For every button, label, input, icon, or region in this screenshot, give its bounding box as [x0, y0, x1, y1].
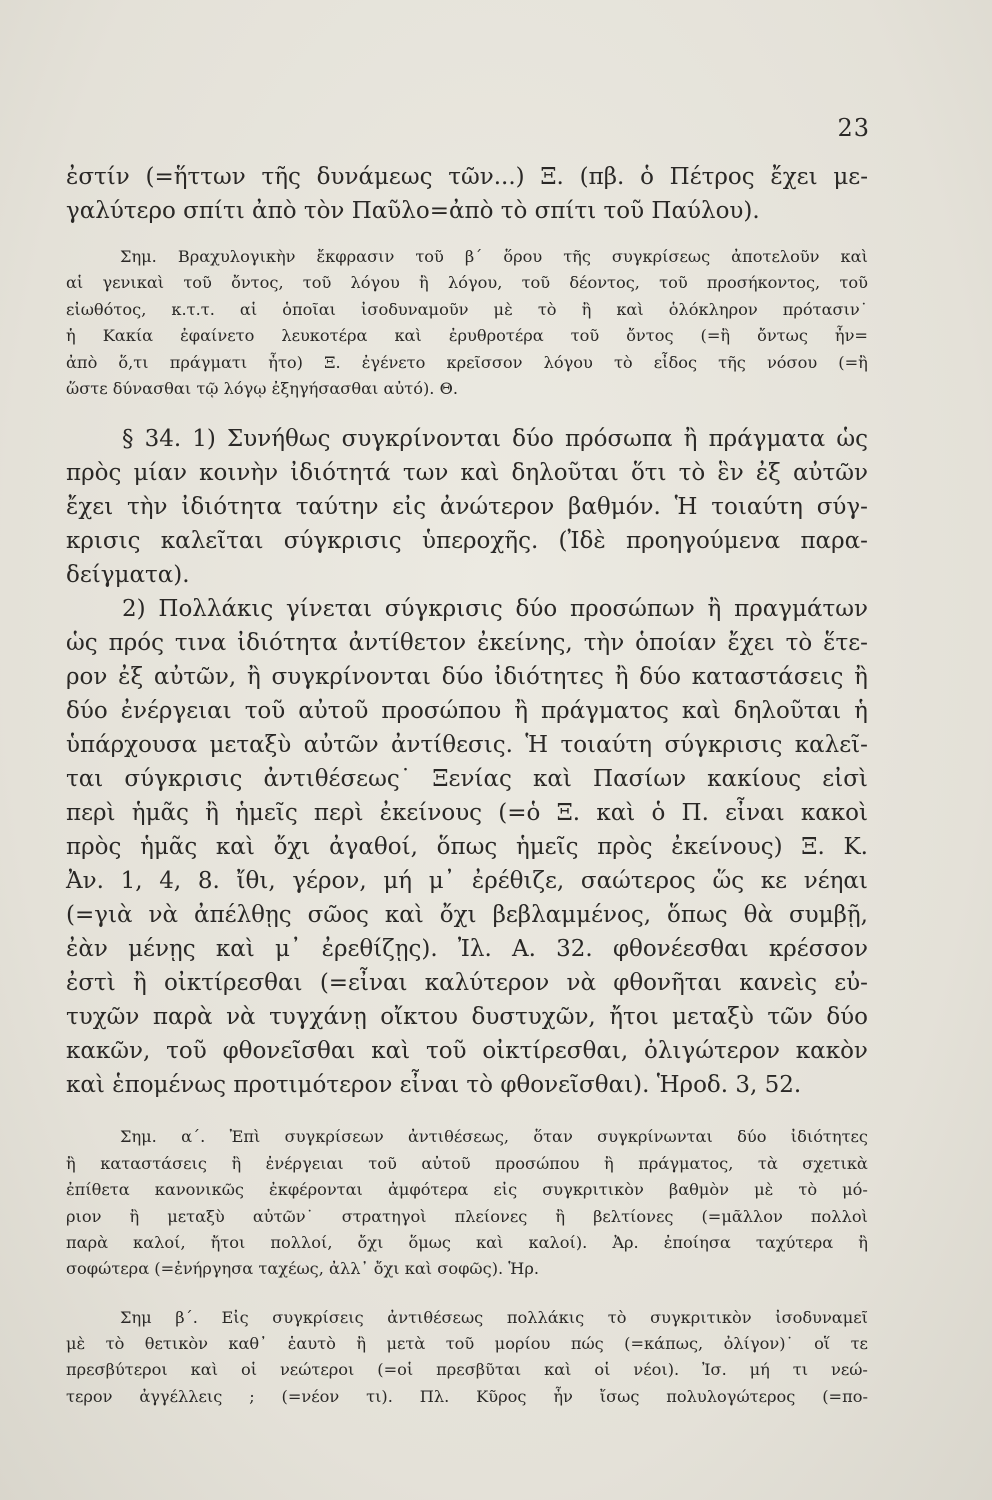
text-line: Σημ. Βραχυλογικὴν ἔκφρασιν τοῦ β΄ ὅρου τῆς συγκρίσεως ἀποτελοῦν καὶ [120, 247, 868, 266]
text-line: κακῶν, τοῦ φθονεῖσθαι καὶ τοῦ οἰκτίρεσθαι, ὀλιγώτερον κακὸν [66, 1038, 868, 1065]
section-34-paragraph-1 [66, 422, 868, 592]
text-line: ρον ἐξ αὐτῶν, ἢ συγκρίνονται δύο ἰδιότητες ἢ δύο καταστάσεις ἢ [66, 664, 868, 691]
text-line: Σημ β΄. Εἰς συγκρίσεις ἀντιθέσεως πολλάκις τὸ συγκριτικὸν ἰσοδυναμεῖ [120, 1307, 868, 1327]
page-body [66, 160, 868, 1410]
text-line: κρισις καλεῖται σύγκρισις ὑπεροχῆς. (Ἰδὲ προηγούμενα παρα- [66, 528, 868, 555]
text-line: (=γιὰ νὰ ἀπέλθῃς σῶος καὶ ὄχι βεβλαμμένος, ὅπως θὰ συμβῇ, [66, 902, 868, 929]
text-line: δύο ἐνέργειαι τοῦ αὐτοῦ προσώπου ἢ πράγματος καὶ δηλοῦται ἡ [66, 698, 868, 725]
text-line: εἰωθότος, κ.τ.τ. αἱ ὁποῖαι ἰσοδυναμοῦν μὲ τὸ ἢ καὶ ὁλόκληρον πρότασιν˙ [66, 299, 868, 319]
footnote-sim-a [66, 1124, 868, 1282]
text-line: αἱ γενικαὶ τοῦ ὄντος, τοῦ λόγου ἢ λόγου, τοῦ δέοντος, τοῦ προσήκοντος, τοῦ [66, 273, 868, 293]
text-line: πρὸς ἡμᾶς καὶ ὄχι ἀγαθοί, ὅπως ἡμεῖς πρὸς ἐκείνους) Ξ. Κ. [66, 834, 868, 861]
text-line: Ἀν. 1, 4, 8. ἴθι, γέρον, μή μ᾽ ἐρέθιζε, σαώτερος ὥς κε νέηαι [66, 868, 868, 895]
text-line: τυχῶν παρὰ νὰ τυγχάνῃ οἴκτου δυστυχῶν, ἤτοι μεταξὺ τῶν δύο [66, 1004, 868, 1031]
text-line: ἐὰν μένῃς καὶ μ᾽ ἐρεθίζῃς). Ἰλ. Α. 32. φθονέεσθαι κρέσσον [66, 936, 868, 963]
footnote-sim-b [66, 1305, 868, 1411]
text-line: γαλύτερο σπίτι ἀπὸ τὸν Παῦλο=ἀπὸ τὸ σπίτι τοῦ Παύλου). [66, 198, 760, 224]
text-line: 2) Πολλάκις γίνεται σύγκρισις δύο προσώπων ἢ πραγμάτων [122, 596, 868, 623]
text-line: τερον ἀγγέλλεις ; (=νέον τι). Πλ. Κῦρος ἦν ἴσως πολυλογώτερος (=πο- [66, 1386, 868, 1406]
text-line: παρὰ καλοί, ἤτοι πολλοί, ὄχι ὅμως καὶ καλοί). Ἀρ. ἐποίησα ταχύτερα ἢ [66, 1232, 868, 1252]
text-line: § 34. 1) Συνήθως συγκρίνονται δύο πρόσωπα ἢ πράγματα ὡς [122, 426, 868, 453]
text-line: ται σύγκρισις ἀντιθέσεως˙ Ξενίας καὶ Πασίων κακίους εἰσὶ [66, 766, 868, 793]
text-line: ἡ Κακία ἐφαίνετο λευκοτέρα καὶ ἐρυθροτέρα τοῦ ὄντος (=ἢ ὄντως ἦν= [66, 326, 868, 346]
page-number: 23 [837, 114, 870, 142]
text-line: δείγματα). [66, 562, 190, 589]
text-line: σοφώτερα (=ἐνήργησα ταχέως, ἀλλ᾽ ὄχι καὶ σοφῶς). Ἡρ. [66, 1259, 540, 1279]
text-line: ἔχει τὴν ἰδιότητα ταύτην εἰς ἀνώτερον βαθμόν. Ἡ τοιαύτη σύγ- [66, 494, 868, 521]
text-line: περὶ ἡμᾶς ἢ ἡμεῖς περὶ ἐκείνους (=ὁ Ξ. καὶ ὁ Π. εἶναι κακοὶ [66, 800, 868, 827]
text-line: πρὸς μίαν κοινὴν ἰδιότητά των καὶ δηλοῦται ὅτι τὸ ἓν ἐξ αὐτῶν [66, 460, 868, 487]
text-line: ὑπάρχουσα μεταξὺ αὐτῶν ἀντίθεσις. Ἡ τοιαύτη σύγκρισις καλεῖ- [66, 732, 868, 759]
text-line: ὡς πρός τινα ἰδιότητα ἀντίθετον ἐκείνης, τὴν ὁποίαν ἔχει τὸ ἕτε- [66, 630, 868, 657]
text-line: Σημ. α΄. Ἐπὶ συγκρίσεων ἀντιθέσεως, ὅταν συγκρίνωνται δύο ἰδιότητες [120, 1127, 868, 1147]
text-line: ὥστε δύνασθαι τῷ λόγῳ ἐξηγήσασθαι αὐτό). Θ. [66, 378, 459, 398]
text-line: ἐστίν (=ἥττων τῆς δυνάμεως τῶν...) Ξ. (πβ. ὁ Πέτρος ἔχει με- [66, 164, 868, 190]
text-line: ἀπὸ ὅ,τι πράγματι ἦτο) Ξ. ἐγένετο κρεῖσσον λόγου τὸ εἶδος τῆς νόσου (=ἢ [66, 352, 868, 372]
text-line: ἐπίθετα κανονικῶς ἐκφέρονται ἀμφότερα εἰς συγκριτικὸν βαθμὸν μὲ τὸ μό- [66, 1180, 868, 1200]
text-line: ριον ἢ μεταξὺ αὐτῶν˙ στρατηγοὶ πλείονες ἢ βελτίονες (=μᾶλλον πολλοὶ [66, 1206, 868, 1226]
section-34-paragraph-2 [66, 592, 868, 1102]
text-line: μὲ τὸ θετικὸν καθ᾽ ἑαυτὸ ἢ μετὰ τοῦ μορίου πώς (=κάπως, ὀλίγον)˙ οἵ τε [66, 1334, 868, 1354]
intro-paragraph [66, 160, 868, 228]
footnote-sim [66, 244, 868, 402]
text-line: ἢ καταστάσεις ἢ ἐνέργειαι τοῦ αὐτοῦ προσώπου ἢ πράγματος, τὰ σχετικὰ [66, 1153, 868, 1173]
text-line: ἐστὶ ἢ οἰκτίρεσθαι (=εἶναι καλύτερον νὰ φθονῆται κανεὶς εὐ- [66, 970, 868, 997]
text-line: καὶ ἑπομένως προτιμότερον εἶναι τὸ φθονεῖσθαι). Ἡροδ. 3, 52. [66, 1072, 802, 1099]
text-line: πρεσβύτεροι καὶ οἱ νεώτεροι (=οἱ πρεσβῦται καὶ οἱ νέοι). Ἰσ. μή τι νεώ- [66, 1360, 868, 1380]
